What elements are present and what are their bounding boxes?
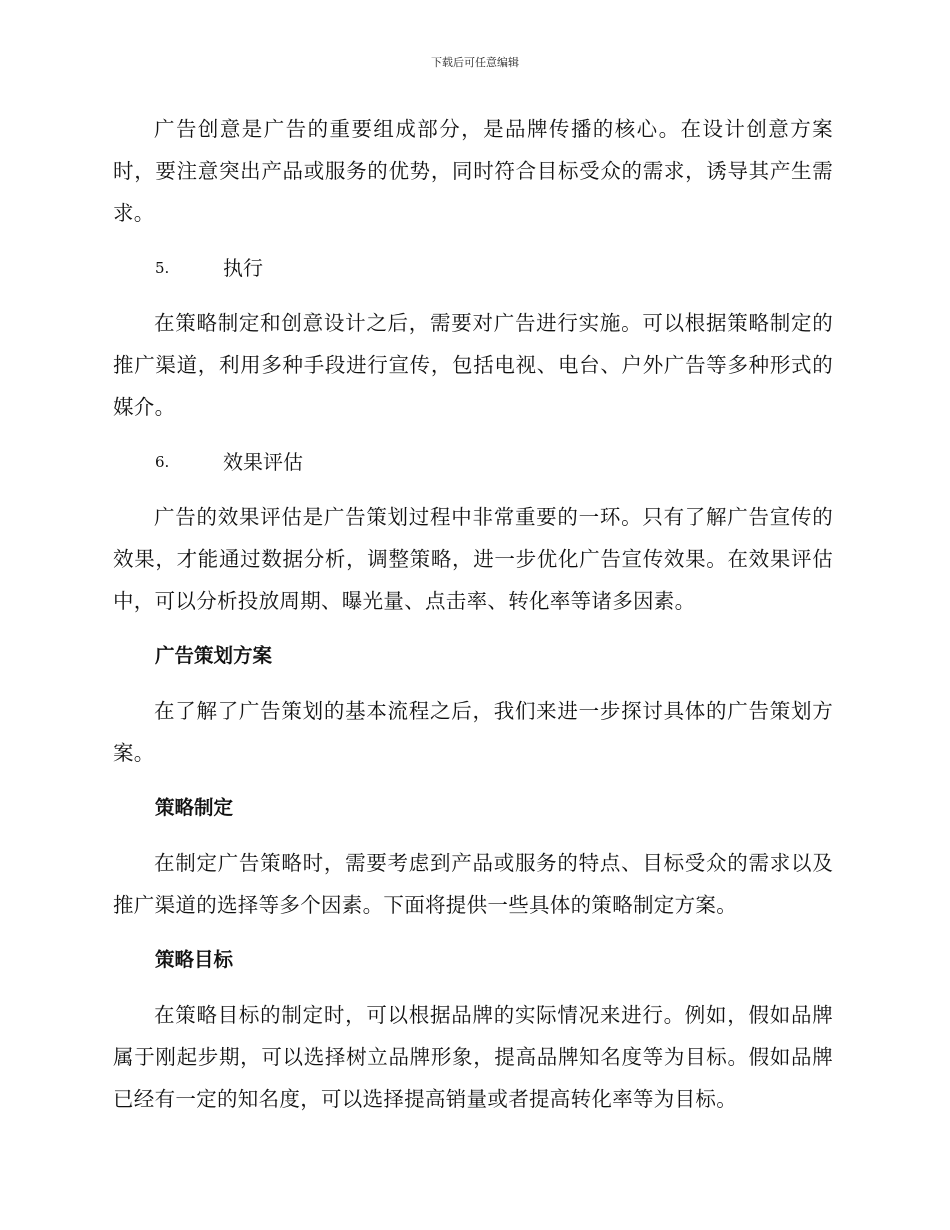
paragraph: 广告创意是广告的重要组成部分，是品牌传播的核心。在设计创意方案时，要注意突出产品或服务的优势，同时符合目标受众的需求，诱导其产生需求。 [113, 117, 833, 225]
list-item-label: 执行 [223, 256, 263, 280]
paragraph: 在策略目标的制定时，可以根据品牌的实际情况来进行。例如，假如品牌属于刚起步期，可以选择树立品牌形象，提高品牌知名度等为目标。假如品牌已经有一定的知名度，可以选择提高销量或者提高转化率等为目标。 [113, 1003, 833, 1111]
paragraph: 广告的效果评估是广告策划过程中非常重要的一环。只有了解广告宣传的效果，才能通过数据分析，调整策略，进一步优化广告宣传效果。在效果评估中，可以分析投放周期、曝光量、点击率、转化率等诸多因素。 [113, 505, 833, 613]
page-header: 下载后可任意编辑 [431, 56, 519, 69]
paragraph: 在了解了广告策划的基本流程之后，我们来进一步探讨具体的广告策划方案。 [113, 699, 833, 765]
section-heading: 广告策划方案 [155, 644, 273, 667]
paragraph: 在制定广告策略时，需要考虑到产品或服务的特点、目标受众的需求以及推广渠道的选择等多个因素。下面将提供一些具体的策略制定方案。 [113, 851, 833, 917]
section-heading: 策略制定 [155, 796, 234, 819]
list-item [113, 441, 833, 483]
list-item-number: 6. [155, 453, 170, 471]
paragraph: 在策略制定和创意设计之后，需要对广告进行实施。可以根据策略制定的推广渠道，利用多种手段进行宣传，包括电视、电台、户外广告等多种形式的媒介。 [113, 311, 833, 419]
list-item-label: 效果评估 [223, 450, 303, 474]
section-heading: 策略目标 [155, 948, 234, 971]
document-body [113, 108, 833, 1133]
list-item-number: 5. [155, 259, 170, 277]
list-item [113, 247, 833, 289]
